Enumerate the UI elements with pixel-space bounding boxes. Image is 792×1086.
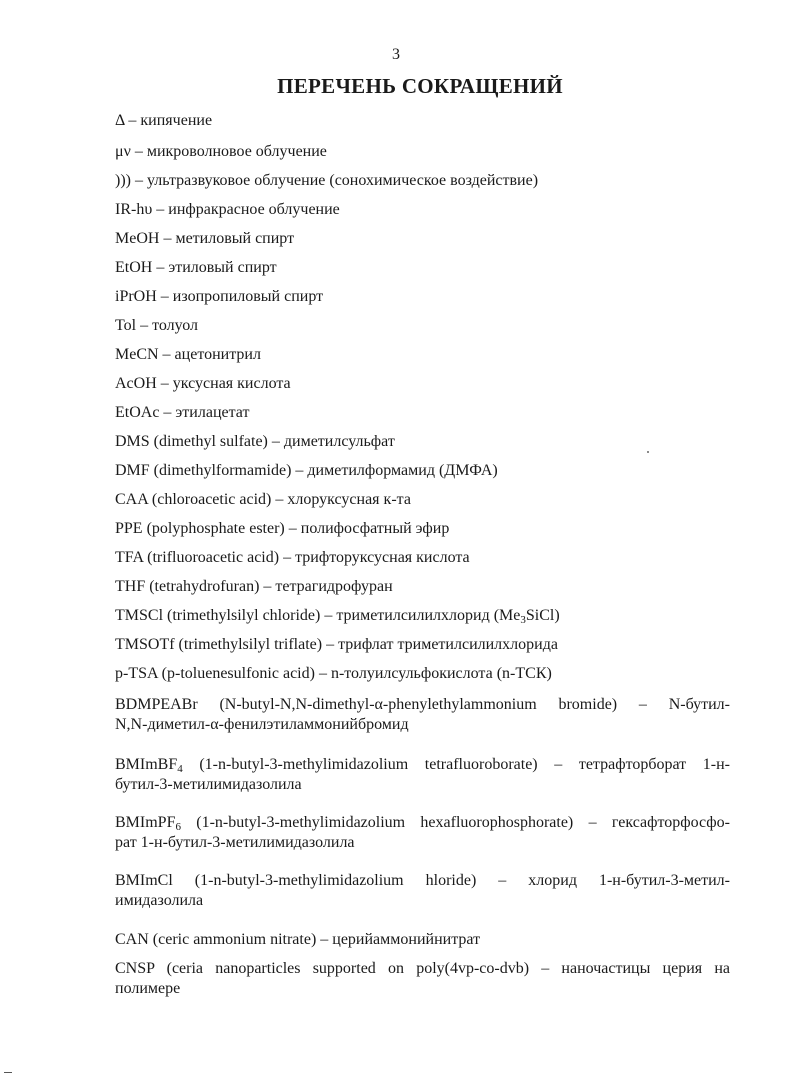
- abbreviation-entry: CAA (chloroacetic acid) – хлоруксусная к-та: [115, 491, 411, 508]
- abbreviation-entry: [115, 813, 730, 853]
- entry-line: N,N-диметил-α-фенилэтиламмонийбромид: [115, 716, 409, 733]
- entry-line: бутил-3-метилимидазолила: [115, 776, 302, 793]
- abbreviation-entry: IR-hυ – инфракрасное облучение: [115, 201, 340, 218]
- entry-line: CNSP (ceria nanoparticles supported on poly(4vp-co-dvb) – наночастицы церия на: [115, 960, 730, 977]
- abbreviation-entry: μν – микроволновое облучение: [115, 143, 327, 160]
- abbreviation-entry: MeCN – ацетонитрил: [115, 346, 261, 363]
- abbreviation-entry: iPrOH – изопропиловый спирт: [115, 288, 324, 305]
- entry-line: [115, 813, 730, 833]
- entry-line: имидазолила: [115, 892, 204, 909]
- abbreviation-entry: [115, 606, 730, 626]
- entry-text: BMImPF: [115, 814, 176, 831]
- abbreviation-entry: CAN (ceric ammonium nitrate) – церийаммонийнитрат: [115, 931, 481, 948]
- abbreviation-entry: Tol – толуол: [115, 317, 199, 334]
- entry-line: BMImCl (1-n-butyl-3-methylimidazolium hloride) – хлорид 1-н-бутил-3-метил-: [115, 872, 730, 889]
- abbreviation-entry: [115, 695, 730, 735]
- abbreviation-entry: EtOAc – этилацетат: [115, 404, 250, 421]
- entry-text: (1-n-butyl-3-methylimidazolium hexafluorophosphorate) – гексафторфосфо-: [180, 814, 730, 831]
- abbreviation-entry: Δ – кипячение: [115, 112, 213, 129]
- abbreviation-entry: PPE (polyphosphate ester) – полифосфатный эфир: [115, 520, 450, 537]
- entry-line: [115, 755, 730, 775]
- abbreviation-entry: [115, 755, 730, 795]
- abbreviation-entry: DMS (dimethyl sulfate) – диметилсульфат: [115, 433, 395, 450]
- entry-text: (1-n-butyl-3-methylimidazolium tetrafluoroborate) – тетрафторборат 1-н-: [182, 756, 730, 773]
- abbreviation-entry: p-TSA (p-toluenesulfonic acid) – n-толуилсульфокислота (n-ТСК): [115, 665, 552, 682]
- entry-text: SiCl): [525, 607, 560, 624]
- subscript: 6: [175, 821, 181, 833]
- scan-mark: [4, 1072, 12, 1073]
- page-number: 3: [392, 46, 400, 63]
- abbreviation-entry: DMF (dimethylformamide) – диметилформамид (ДМФА): [115, 462, 498, 479]
- entry-line: рат 1-н-бутил-3-метилимидазолила: [115, 834, 355, 851]
- entry-text: BMImBF: [115, 756, 178, 773]
- entry-text: TMSCl (trimethylsilyl chloride) – триметилсилилхлорид (Me: [115, 607, 521, 624]
- entry-line: полимере: [115, 980, 181, 997]
- page-title: ПЕРЕЧЕНЬ СОКРАЩЕНИЙ: [277, 74, 563, 98]
- scan-speck: [647, 451, 649, 453]
- abbreviation-entry: [115, 871, 730, 911]
- abbreviation-entry: TMSOTf (trimethylsilyl triflate) – трифлат триметилсилилхлорида: [115, 636, 558, 653]
- abbreviation-entry: AcOH – уксусная кислота: [115, 375, 291, 392]
- abbreviation-entry: MeOH – метиловый спирт: [115, 230, 295, 247]
- abbreviation-entry: THF (tetrahydrofuran) – тетрагидрофуран: [115, 578, 393, 595]
- abbreviation-entry: [115, 959, 730, 999]
- abbreviation-entry: EtOH – этиловый спирт: [115, 259, 277, 276]
- abbreviation-entry: TFA (trifluoroacetic acid) – трифторуксусная кислота: [115, 549, 470, 566]
- subscript: 4: [177, 763, 183, 775]
- subscript: 3: [520, 614, 526, 626]
- abbreviation-entry: ))) – ультразвуковое облучение (сонохимическое воздействие): [115, 172, 539, 189]
- entry-line: BDMPEABr (N-butyl-N,N-dimethyl-α-phenylethylammonium bromide) – N-бутил-: [115, 696, 730, 713]
